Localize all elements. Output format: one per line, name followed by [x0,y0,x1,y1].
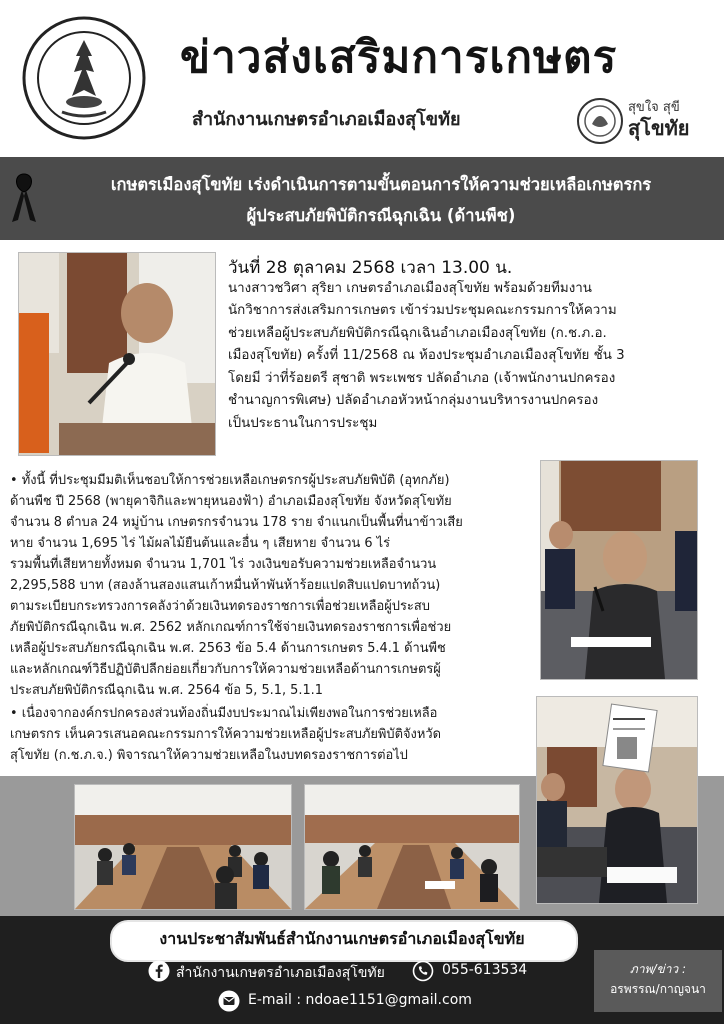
meeting-room-photo-left [74,784,292,910]
article-text-line: เหลือผู้ประสบภัยกรณีฉุกเฉิน พ.ศ. 2563 ข้อ 5.4 ด้านการเกษตร 5.4.1 ด้านพืช [10,641,446,656]
credit-label: ภาพ/ข่าว : [629,962,687,976]
article-text-line: โดยมี ว่าที่ร้อยตรี สุชาติ พระเพชร ปลัดอำเภอ (เจ้าพนักงานปกครอง [228,371,616,386]
headline-line-1: เกษตรเมืองสุโขทัย เร่งดำเนินการตามขั้นตอนการให้ความช่วยเหลือเกษตรกร [110,175,652,194]
article-text-line: ชำนาญการพิเศษ) ปลัดอำเภอหัวหน้ากลุ่มงานบริหารงานปกครอง [228,393,599,408]
black-mourning-ribbon-icon [8,170,40,226]
article-text-line: 2,295,588 บาท (สองล้านสองแสนเก้าหมื่นห้าพันห้าร้อยแปดสิบแปดบาทถ้วน) [10,578,441,593]
ribbon-container [8,170,40,226]
department-of-agricultural-extension-seal-icon [22,16,146,140]
meeting-room-photo-right [304,784,520,910]
article-text-line: เกษตรกร เห็นควรเสนอคณะกรรมการให้ความช่วยเหลือผู้ประสบภัยพิบัติจังหวัด [10,727,441,742]
pr-label: งานประชาสัมพันธ์สำนักงานเกษตรอำเภอเมืองสุโขทัย [159,929,525,948]
motto-logo [576,94,706,148]
article-date: วันที่ 28 ตุลาคม 2568 เวลา 13.00 น. [228,258,513,278]
page-title: ข่าวส่งเสริมการเกษตร [180,32,618,83]
meeting-speaker-photo [540,460,698,680]
motto-line2: สุโขทัย [628,116,690,140]
phone-number[interactable]: 055-613534 [442,962,528,978]
email-address[interactable]: E-mail : ndoae1151@gmail.com [248,992,472,1008]
article-text-line: จำนวน 8 ตำบล 24 หมู่บ้าน เกษตรกรจำนวน 178 ราย จำแนกเป็นพื้นที่นาข้าวเสีย [10,515,463,530]
article-text-line: ตามระเบียบกระทรวงการคลังว่าด้วยเงินทดรองราชการเพื่อช่วยเหลือผู้ประสบ [10,599,430,614]
headline-line-2: ผู้ประสบภัยพิบัติกรณีฉุกเฉิน (ด้านพืช) [246,206,516,225]
phone-icon [412,960,434,982]
article-text-line: เมืองสุโขทัย) ครั้งที่ 11/2568 ณ ห้องประชุมอำเภอเมืองสุโขทัย ชั้น 3 [228,348,625,363]
facebook-page-link[interactable]: สำนักงานเกษตรอำเภอเมืองสุโขทัย [176,965,385,981]
article-text-line: ภัยพิบัติกรณีฉุกเฉิน พ.ศ. 2562 หลักเกณฑ์การใช้จ่ายเงินทดรองราชการเพื่อช่วย [10,620,452,635]
article-text-line: • เนื่องจากองค์กรปกครองส่วนท้องถิ่นมีงบประมาณไม่เพียงพอในการช่วยเหลือ [10,706,438,721]
article-text-line: ประสบภัยพิบัติกรณีฉุกเฉิน พ.ศ. 2564 ข้อ 5, 5.1, 5.1.1 [10,683,323,698]
office-subtitle: สำนักงานเกษตรอำเภอเมืองสุโขทัย [192,109,461,130]
article-text-line: และหลักเกณฑ์วิธีปฏิบัติปลีกย่อยเกี่ยวกับการให้ความช่วยเหลือด้านการเกษตรผู้ [10,662,441,677]
article-text-line: สุโขทัย (ก.ช.ภ.จ.) พิจารณาให้ความช่วยเหลือในงบทดรองราชการต่อไป [10,748,408,763]
article-text-line: เป็นประธานในการประชุม [228,416,378,431]
document-presentation-photo [536,696,698,904]
credit-names: อรพรรณ/กาญจนา [610,982,706,996]
article-text-line: นางสาวชวิศา สุริยา เกษตรอำเภอเมืองสุโขทัย พร้อมด้วยทีมงาน [228,281,592,296]
article-text-line: • ทั้งนี้ ที่ประชุมมีมติเห็นชอบให้การช่วยเหลือเกษตรกรผู้ประสบภัยพิบัติ (อุทกภัย) [10,473,450,488]
official-at-microphone-photo [18,252,216,456]
article-text-line: นักวิชาการส่งเสริมการเกษตร เข้าร่วมประชุมคณะกรรมการให้ความ [228,303,617,318]
facebook-icon[interactable] [148,960,170,982]
mail-icon [218,990,240,1012]
motto-line1: สุขใจ สุขี [628,100,680,115]
article-text-line: ช่วยเหลือผู้ประสบภัยพิบัติกรณีฉุกเฉินอำเภอเมืองสุโขทัย (ก.ช.ภ.อ. [228,326,607,341]
article-text-line: รวมพื้นที่เสียหายทั้งหมด จำนวน 1,701 ไร่ วงเงินขอรับความช่วยเหลือจำนวน [10,557,437,572]
article-text-line: ด้านพืช ปี 2568 (พายุคาจิกิและพายุหนองฟ้า) อำเภอเมืองสุโขทัย จังหวัดสุโขทัย [10,494,452,509]
department-seal-logo [22,16,146,140]
article-text-line: หาย จำนวน 1,695 ไร่ ไม้ผลไม้ยืนต้นและอื่น ๆ เสียหาย จำนวน 6 ไร่ [10,536,391,551]
